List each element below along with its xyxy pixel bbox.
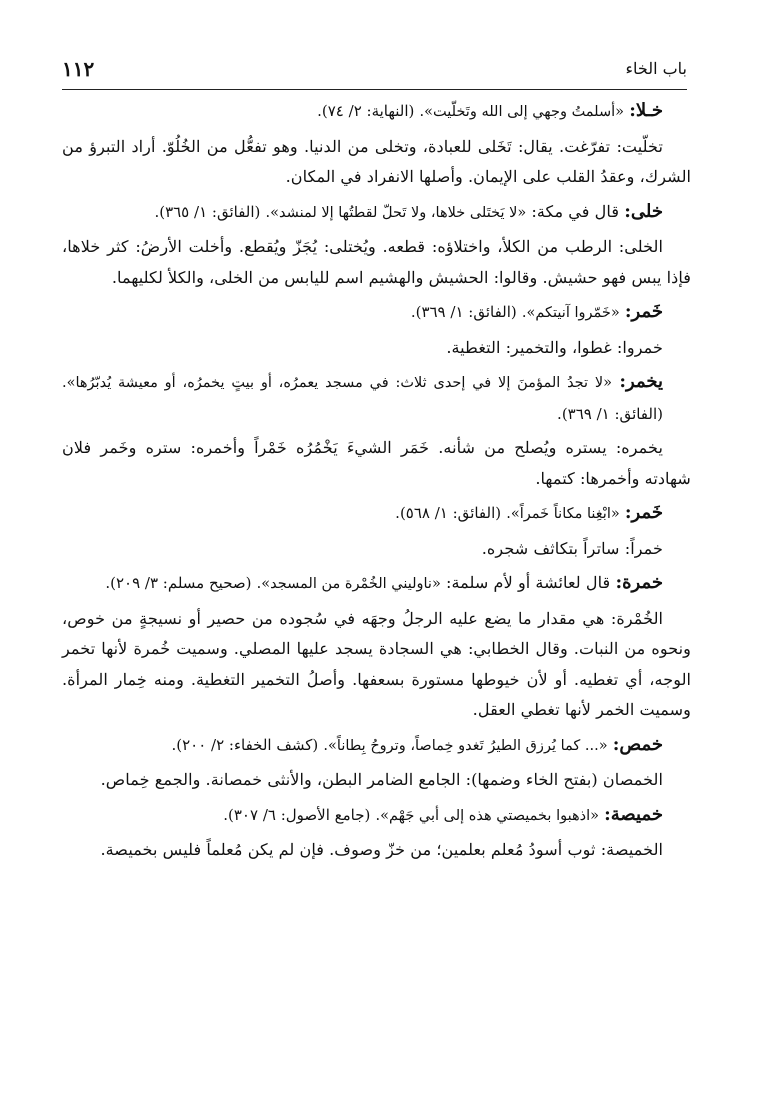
hadith-quote: «أسلمتُ وجهي إلى الله وتَخلّيت». (419, 104, 625, 120)
definition-paragraph: الخلى: الرطب من الكلأ، واختلاؤه: قطعه. ويُختلى: يُجَزّ ويُقطع. وأخلت الأرضُ: كثر خلاها، فإذا يبس فهو حشيش. وقالوا: الحشيش والهشيم اسم لليابس من الخلى، والكلأ لكليهما. (62, 237, 691, 287)
definition-paragraph: خمراً: ساتراً بتكاثف شجره. (481, 538, 663, 558)
page-number: ١١٢ (62, 57, 95, 81)
source-citation: (النهاية: ٢/ ٧٤). (317, 102, 415, 120)
page-content (62, 96, 691, 870)
hadith-quote: «ناوليني الخُمْرة من المسجد». (256, 576, 441, 592)
source-citation: (الفائق: ١/ ٣٦٩). (410, 303, 517, 321)
page-header (62, 55, 687, 90)
headword: خمص: (612, 733, 663, 755)
hadith-entry (62, 297, 691, 329)
hadith-quote: «لا تجدُ المؤمنَ إلا في إحدى ثلاث: في مسجد يعمرُه، أو بيتٍ يخمرُه، أو معيشة يُدبّرُها». (62, 375, 613, 391)
definition-paragraph: الخمصان (بفتح الخاء وضمها): الجامع الضامر البطن، والأنثى خمصانة. والجمع خِماص. (100, 770, 663, 789)
section-title: باب الخاء (625, 59, 687, 78)
hadith-entry (62, 800, 691, 832)
hadith-entry (62, 96, 691, 128)
hadith-entry (62, 568, 691, 600)
headword: خَمر: (624, 502, 663, 523)
headword: خلى: (624, 200, 663, 222)
hadith-entry (62, 498, 691, 530)
definition-paragraph: تخلّيت: تفرّغت. يقال: تَخَلى للعبادة، وتخلى من الدنيا. وهو تفعُّل من الخُلُوّ. أراد التبرؤ من الشرك، وعقدُ القلب على الإيمان. وأصلها الانفراد في المكان. (62, 136, 691, 186)
hadith-quote: «اذهبوا بخميصتي هذه إلى أبي جَهْم». (375, 807, 599, 824)
headword: خميصة: (604, 803, 663, 825)
hadith-quote: «ابْغِنا مكاناً خَمراً». (506, 506, 620, 522)
definition-paragraph: الخميصة: ثوب أسودُ مُعلم بعلمين؛ من خزّ وصوف. فإن لم يكن مُعلماً فليس بخميصة. (100, 840, 663, 859)
hadith-quote: «لا يَختَلى خلاها، ولا تَحلّ لقطتُها إلا لمنشد». (265, 204, 527, 221)
source-citation: (الفائق: ١/ ٣٦٩). (557, 404, 663, 423)
definition-paragraph: خمروا: غطوا، والتخمير: التغطية. (446, 337, 663, 357)
headword: خمرة: (615, 572, 663, 593)
entry-lead: قال لعائشة أو لأم سلمة: (446, 573, 611, 592)
hadith-quote: «... كما يُرزق الطيرُ تَغدو خِماصاً، وتروحُ بِطاناً». (323, 737, 608, 754)
source-citation: (الفائق: ١/ ٥٦٨). (395, 504, 502, 522)
hadith-entry (62, 730, 691, 762)
hadith-entry (62, 367, 691, 429)
source-citation: (جامع الأصول: ٦/ ٣٠٧). (223, 805, 371, 824)
source-citation: (كشف الخفاء: ٢/ ٢٠٠). (171, 735, 319, 754)
definition-paragraph: الخُمْرة: هي مقدار ما يضع عليه الرجلُ وجهَه في سُجوده من حصير أو نسيجةٍ من خوص، ونحوه من النبات. وقال الخطابي: هي السجادة يسجد عليها المصلي. وسميت خُمرة لأنها تخمر الوجه، أي تغطيه. أو لأن خيوطها مستورة بسعفها. وأصلُ التخمير التغطية. ومنه خِمار المرأة. وسميت الخمر لأنها تغطي العقل. (62, 608, 691, 719)
entry-lead: قال في مكة: (531, 201, 620, 221)
source-citation: (الفائق: ١/ ٣٦٥). (154, 202, 261, 221)
hadith-quote: «خَمّروا آنيتكم». (521, 305, 620, 321)
headword: خـلا: (629, 100, 663, 121)
definition-paragraph: يخمره: يستره ويُصلح من شأنه. خَمَر الشيءَ يَخْمُرُه خَمْراً وأخمره: ستره وخَمر فلان شهادته وأخمرها: كتمها. (62, 438, 691, 488)
hadith-entry (62, 197, 691, 229)
source-citation: (صحيح مسلم: ٣/ ٢٠٩). (105, 574, 252, 592)
headword: خَمر: (624, 301, 663, 322)
headword: يخمر: (619, 371, 663, 392)
